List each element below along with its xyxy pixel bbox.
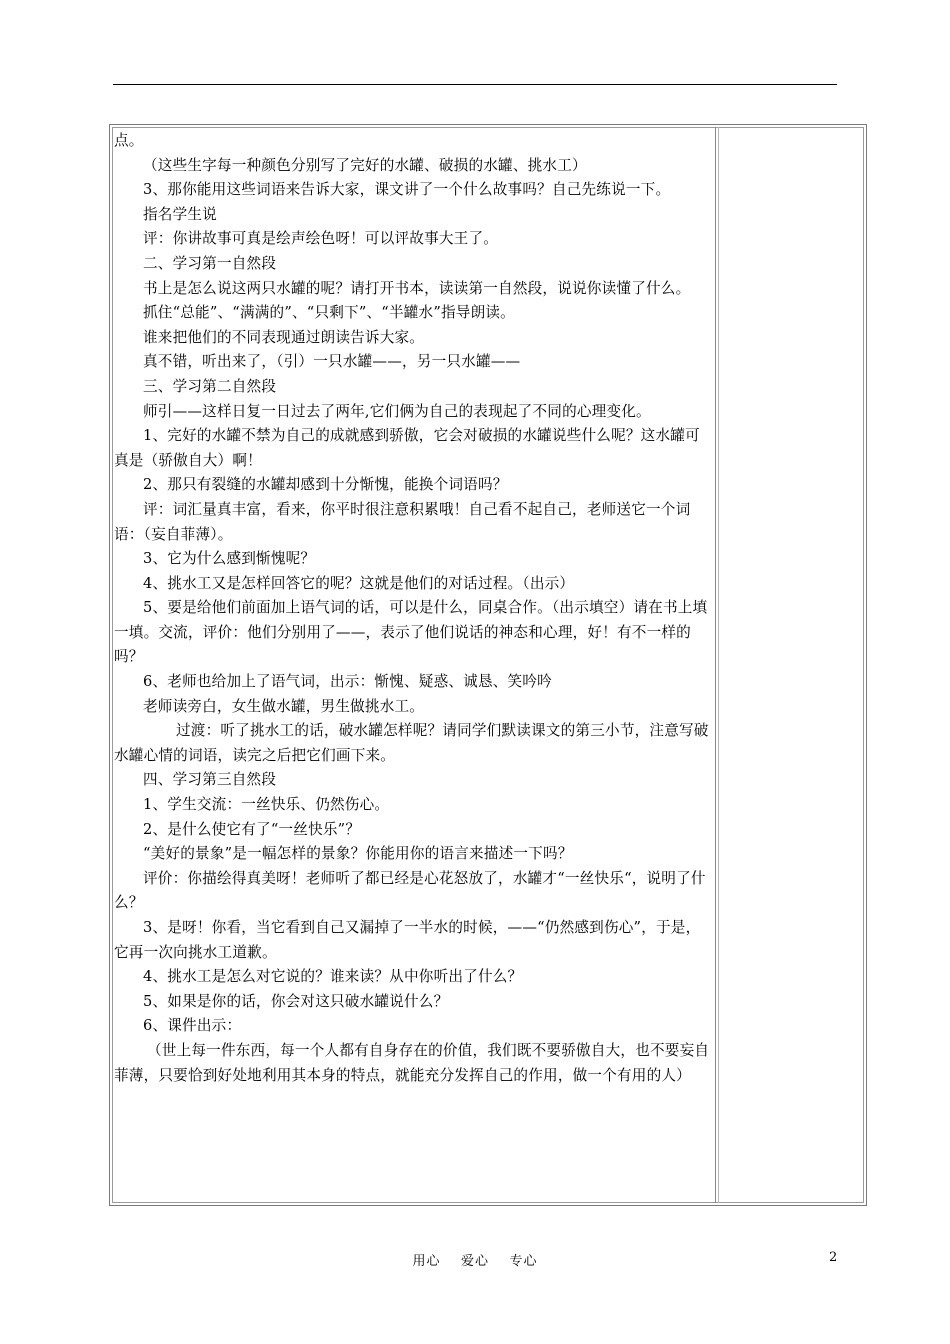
lesson-content	[114, 129, 714, 1088]
paragraph: 三、学习第二自然段	[143, 377, 277, 395]
paragraph: 评价：你描绘得真美呀！老师听了都已经是心花怒放了，水罐才“一丝快乐“，说明了什么？	[114, 869, 706, 912]
column-divider	[715, 127, 716, 1203]
page-number: 2	[829, 1250, 838, 1265]
paragraph: （世上每一件东西，每一个人都有自身存在的价值，我们既不要骄傲自大，也不要妄自菲薄，只要恰到好处地利用其本身的特点，就能充分发挥自己的作用，做一个有用的人）	[114, 1041, 710, 1084]
paragraph: 真不错，听出来了，（引）一只水罐——，另一只水罐——	[143, 353, 521, 371]
paragraph: 书上是怎么说这两只水罐的呢？请打开书本，读读第一自然段，说说你读懂了什么。	[143, 279, 691, 297]
paragraph: 老师读旁白，女生做水罐，男生做挑水工。	[143, 697, 425, 715]
paragraph: 4、挑水工是怎么对它说的？谁来读？从中你听出了什么？	[143, 968, 523, 986]
paragraph: 1、完好的水罐不禁为自己的成就感到骄傲，它会对破损的水罐说些什么呢？这水罐可真是（骄傲自大）啊！	[114, 427, 700, 469]
paragraph: 四、学习第三自然段	[143, 771, 277, 789]
paragraph: 3、它为什么感到惭愧呢？	[143, 550, 316, 568]
paragraph: 谁来把他们的不同表现通过朗读告诉大家。	[143, 328, 425, 346]
footer-motto: 用心 爱心 专心	[412, 1254, 538, 1269]
paragraph: 4、挑水工又是怎样回答它的呢？这就是他们的对话过程。（出示）	[143, 574, 575, 592]
paragraph: 1、学生交流：一丝快乐、仍然伤心。	[143, 796, 390, 814]
paragraph: 5、如果是你的话，你会对这只破水罐说什么？	[143, 992, 449, 1010]
paragraph: 点。	[114, 132, 144, 149]
paragraph: 6、课件出示：	[143, 1017, 242, 1035]
paragraph: 评：你讲故事可真是绘声绘色呀！可以评故事大王了。	[143, 230, 499, 248]
paragraph: 过渡：听了挑水工的话，破水罐怎样呢？请同学们默读课文的第三小节，注意写破水罐心情的词语，读完之后把它们画下来。	[114, 722, 709, 764]
paragraph: 2、那只有裂缝的水罐却感到十分惭愧，能换个词语吗？	[143, 476, 508, 494]
paragraph: “美好的景象”是一幅怎样的景象？你能用你的语言来描述一下吗？	[143, 845, 573, 863]
paragraph: 师引——这样日复一日过去了两年,它们俩为自己的表现起了不同的心理变化。	[143, 402, 651, 420]
paragraph: （这些生字每一种颜色分别写了完好的水罐、破损的水罐、挑水工）	[143, 156, 587, 174]
column-divider-inner	[718, 127, 719, 1203]
paragraph: 抓住“总能”、“满满的”、“只剩下”、“半罐水”指导朗读。	[143, 304, 515, 322]
paragraph: 2、是什么使它有了“一丝快乐”？	[143, 820, 361, 838]
paragraph: 指名学生说	[143, 205, 217, 223]
paragraph: 6、老师也给加上了语气词，出示：惭愧、疑惑、诚恳、笑吟吟	[143, 673, 552, 691]
header-rule	[113, 84, 837, 85]
paragraph: 3、是呀！你看，当它看到自己又漏掉了一半水的时候，——“仍然感到伤心”，于是，它再一次向挑水工道歉。	[114, 919, 701, 961]
paragraph: 3、那你能用这些词语来告诉大家，课文讲了一个什么故事吗？自己先练说一下。	[143, 181, 671, 199]
paragraph: 评：词汇量真丰富，看来，你平时很注意积累哦！自己看不起自己，老师送它一个词语：（妄自菲薄）。	[114, 500, 691, 543]
paragraph: 5、要是给他们前面加上语气词的话，可以是什么，同桌合作。（出示填空）请在书上填一填。交流，评价：他们分别用了——，表示了他们说话的神态和心理，好！有不一样的吗？	[114, 599, 708, 666]
paragraph: 二、学习第一自然段	[143, 254, 277, 272]
